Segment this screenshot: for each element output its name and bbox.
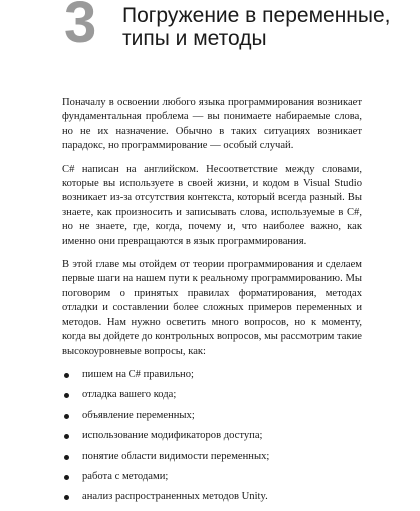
bullet-icon xyxy=(64,495,69,500)
chapter-number: 3 xyxy=(64,0,97,55)
list-item xyxy=(62,368,362,382)
list-item xyxy=(62,490,362,504)
chapter-title xyxy=(122,4,392,50)
topic-list xyxy=(62,368,362,505)
list-item-text: пишем на C# правильно; xyxy=(82,368,194,380)
list-item xyxy=(62,388,362,402)
paragraph: В этой главе мы отойдем от теории программирования и сделаем первые шаги на нашем пути к реальному программированию. Мы поговорим о принятых правилах форматирования, методах отладки и составлении более сложных примеров переменных и методов. Нам нужно осветить много вопросов, но к моменту, когда вы дойдете до контрольных вопросов, мы рассмотрим такие высокоуровневые вопросы, как: xyxy=(62,259,362,357)
bullet-icon xyxy=(64,455,69,460)
list-item xyxy=(62,409,362,423)
list-item xyxy=(62,450,362,464)
bullet-icon xyxy=(64,373,69,378)
list-item-text: анализ распространенных методов Unity. xyxy=(82,491,268,503)
bullet-icon xyxy=(64,393,69,398)
chapter-title-line: Погружение в переменные, xyxy=(122,4,391,27)
paragraph: C# написан на английском. Несоответствие между словами, которые вы используете в своей жизни, и кодом в Visual Studio возникает из-за отсутствия контекста, который всегда разный. Вы знаете, как произносить и записывать слова, используемые в C#, но не знаете, где, когда, почему и, что наиболее важно, как именно они превращаются в язык программирования. xyxy=(62,163,362,247)
list-item-text: использование модификаторов доступа; xyxy=(82,430,263,442)
list-item xyxy=(62,429,362,443)
chapter-body xyxy=(62,96,362,511)
list-item-text: понятие области видимости переменных; xyxy=(82,450,270,462)
bullet-icon xyxy=(64,475,69,480)
bullet-icon xyxy=(64,434,69,439)
list-item xyxy=(62,470,362,484)
list-item-text: отладка вашего кода; xyxy=(82,389,177,401)
list-item-text: работа с методами; xyxy=(82,470,169,482)
bullet-icon xyxy=(64,414,69,419)
paragraph: Поначалу в освоении любого языка программирования возникает фундаментальная проблема — вы понимаете набираемые слова, но не их назначение. Обычно в таких ситуациях возникает парадокс, но программирование — особый случай. xyxy=(62,97,362,152)
chapter-title-line: типы и методы xyxy=(122,27,267,50)
list-item-text: объявление переменных; xyxy=(82,409,195,421)
